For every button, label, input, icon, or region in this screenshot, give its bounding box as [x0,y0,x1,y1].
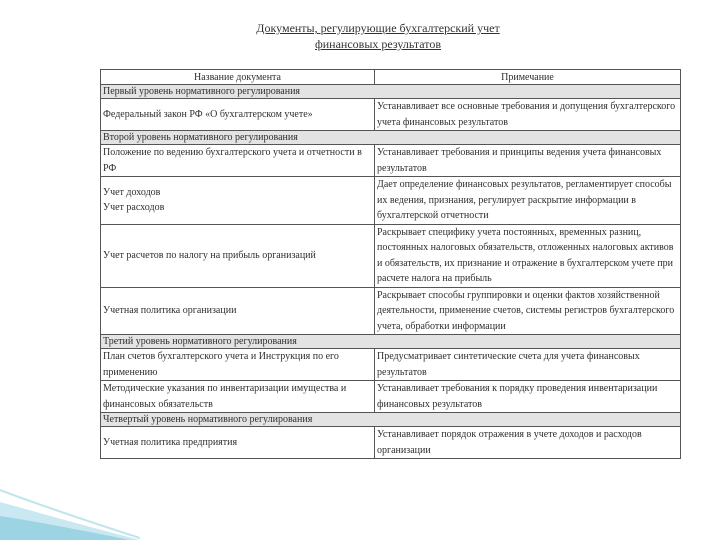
document-name: Учет расходов [103,202,165,214]
regulation-level-label: Второй уровень нормативного регулирования [101,131,681,145]
document-name: Учетная политика предприятия [103,436,238,448]
regulation-level-label: Четвертый уровень нормативного регулирования [101,413,681,427]
table-row [101,145,681,177]
regulation-level-row [101,413,681,427]
document-name-cell [101,349,375,381]
regulation-level-row [101,335,681,349]
document-name-cell [101,99,375,131]
document-name: План счетов бухгалтерского учета и Инструкция по его применению [103,351,339,378]
table-header-row [101,70,681,85]
decorative-swoosh [0,450,140,540]
document-note: Раскрывает специфику учета постоянных, временных разниц, постоянных налоговых обязательств, отложенных налоговых активов и обязательств, их признание и отражение в бухгалтерском учете при расчете налога на прибыль [375,224,681,287]
document-name-cell [101,427,375,459]
header-document-name: Название документа [101,70,375,85]
document-name: Учетная политика организации [103,305,237,316]
document-name-cell [101,381,375,413]
table-row [101,99,681,131]
title-line-1: Документы, регулирующие бухгалтерский учет [256,21,500,35]
document-note: Устанавливает все основные требования и допущения бухгалтерского учета финансовых результатов [375,99,681,131]
regulation-level-label: Третий уровень нормативного регулирования [101,335,681,349]
table-row [101,177,681,225]
regulation-level-row [101,131,681,145]
document-name-cell [101,177,375,225]
regulation-level-row [101,85,681,99]
document-note: Устанавливает порядок отражения в учете доходов и расходов организации [375,427,681,459]
table-row [101,349,681,381]
document-note: Устанавливает требования к порядку проведения инвентаризации финансовых результатов [375,381,681,413]
header-note: Примечание [375,70,681,85]
table-row [101,427,681,459]
table-row [101,287,681,335]
document-name-cell [101,287,375,335]
document-note: Устанавливает требования и принципы ведения учета финансовых результатов [375,145,681,177]
document-name: Учет расчетов по налогу на прибыль организаций [103,249,316,261]
document-name: Федеральный закон РФ «О бухгалтерском учете» [103,108,313,120]
documents-table [100,69,681,459]
document-note: Дает определение финансовых результатов, регламентирует способы их ведения, признания, регулирует раскрытие информации в бухгалтерской отчетности [375,177,681,225]
document-name: Учет доходов [103,186,161,198]
table-row [101,224,681,287]
document-note: Раскрывает способы группировки и оценки фактов хозяйственной деятельности, применение счетов, системы регистров бухгалтерского учета, обработки информации [375,287,681,335]
document-note: Предусматривает синтетические счета для учета финансовых результатов [375,349,681,381]
document-name-cell [101,224,375,287]
table-row [101,381,681,413]
document-name-cell [101,145,375,177]
document-name: Положение по ведению бухгалтерского учета и отчетности в РФ [103,147,362,174]
page-title [200,20,556,52]
table-body [101,85,681,459]
title-line-2: финансовых результатов [314,37,442,51]
regulation-level-label: Первый уровень нормативного регулирования [101,85,681,99]
document-name: Методические указания по инвентаризации имущества и финансовых обязательств [103,383,347,410]
